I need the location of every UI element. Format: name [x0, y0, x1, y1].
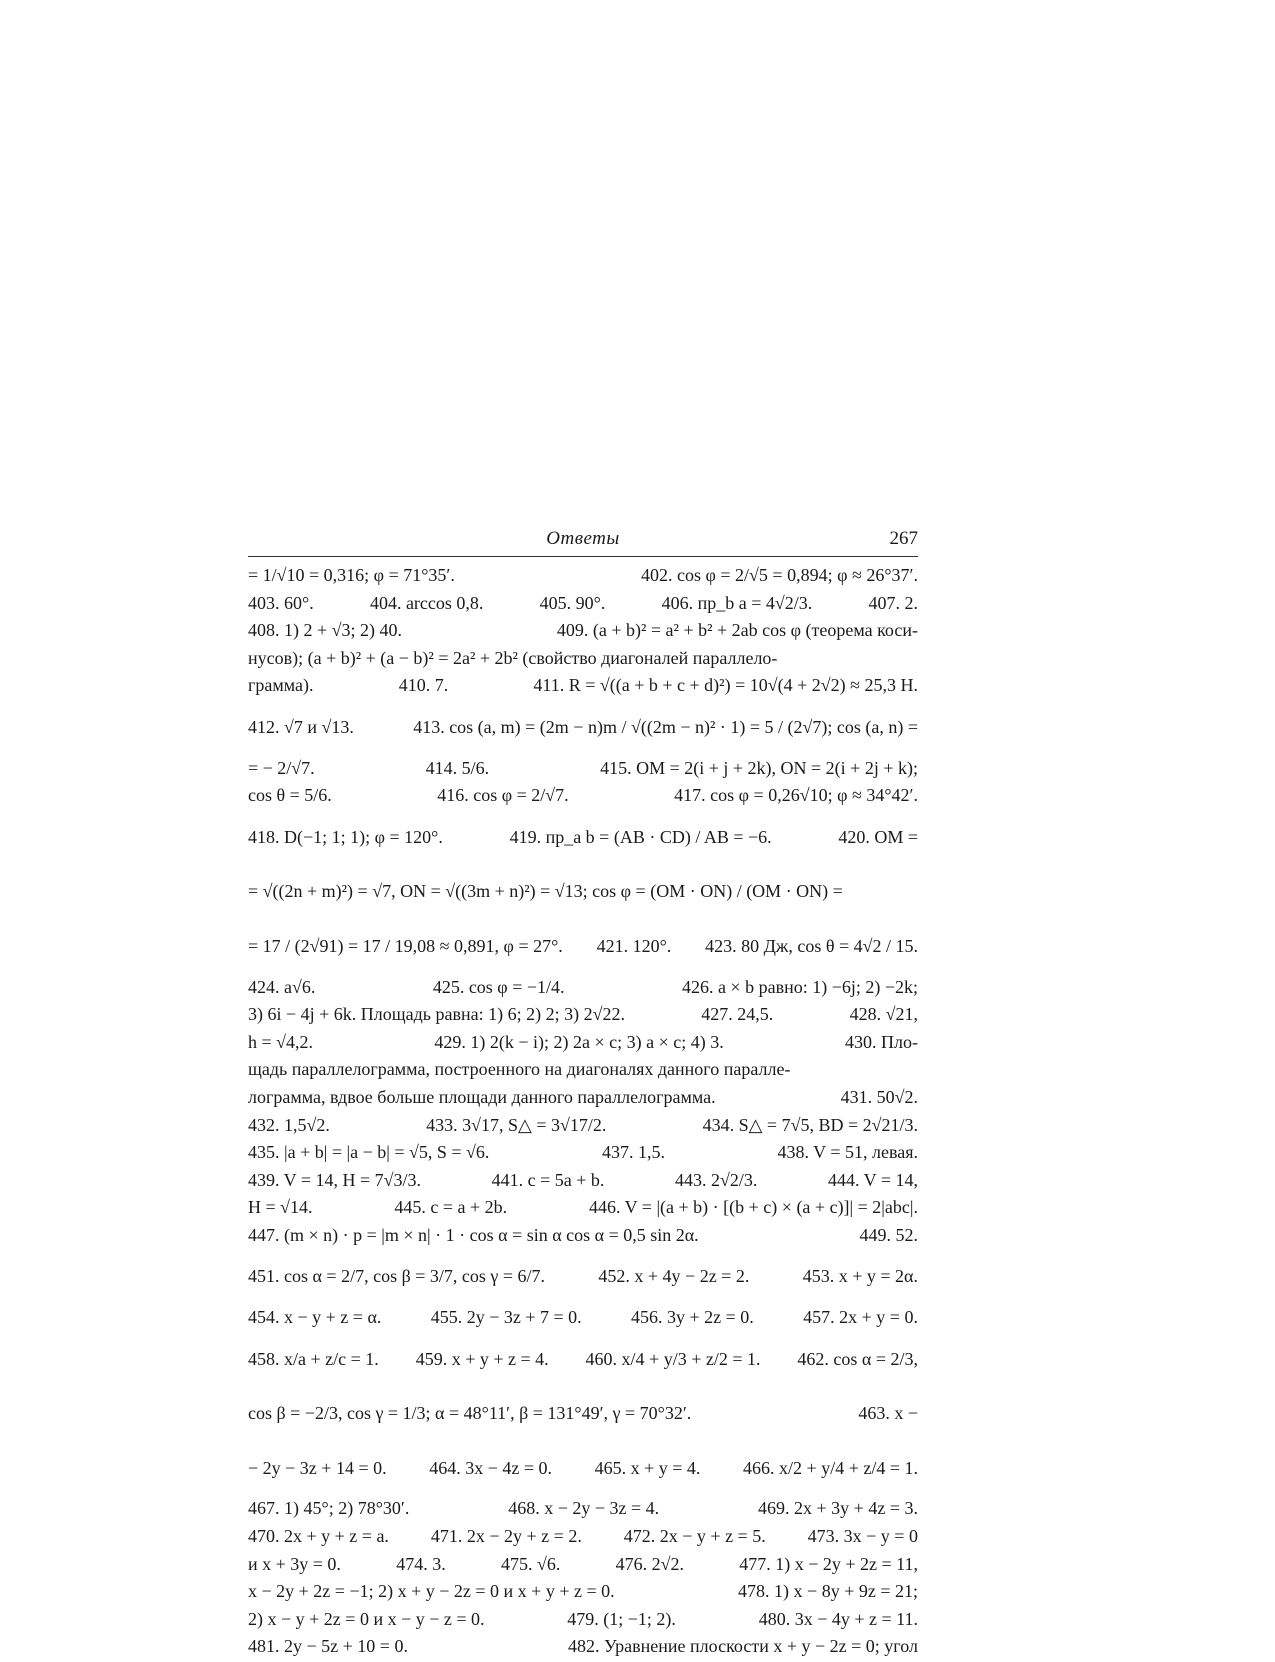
text-line — [248, 1113, 918, 1138]
page — [248, 528, 918, 1662]
answer-segment: 408. 1) 2 + √3; 2) 40. — [248, 620, 403, 641]
answer-segment: 466. x/2 + y/4 + z/4 = 1. — [743, 1457, 918, 1478]
running-header — [248, 528, 918, 557]
answer-segment: 482. Уравнение плоскости x + y − 2z = 0; угол — [568, 1636, 918, 1657]
answer-segment: 430. Пло- — [845, 1031, 918, 1052]
answer-segment: 406. пр_b a = 4√2/3. — [661, 592, 813, 613]
answer-segment: 473. 3x − y = 0 — [807, 1526, 918, 1547]
answer-segment: 446. V = |(a + b) · [(b + c) × (a + c)]| = 2|abc|. — [588, 1197, 918, 1218]
answer-segment: 410. 7. — [398, 675, 449, 696]
answer-segment: 409. (a + b)² = a² + b² + 2ab cos φ (теорема коси- — [556, 620, 918, 641]
answer-segment: и x + 3y = 0. — [248, 1553, 341, 1574]
text-line — [248, 1140, 918, 1165]
answer-segment: 405. 90°. — [539, 592, 606, 613]
text-line — [248, 701, 918, 753]
text-line — [248, 646, 918, 671]
answer-segment: 431. 50√2. — [840, 1086, 918, 1107]
answer-segment: 433. 3√17, S△ = 3√17/2. — [426, 1114, 607, 1135]
answer-segment: 467. 1) 45°; 2) 78°30′. — [248, 1498, 410, 1519]
answer-segment: 456. 3y + 2z = 0. — [631, 1307, 754, 1328]
text-line — [248, 1057, 918, 1082]
text-line — [248, 1085, 918, 1110]
answer-segment: 407. 2. — [868, 592, 918, 613]
answer-segment: cos θ = 5/6. — [248, 785, 332, 806]
answer-segment: 458. x/a + z/c = 1. — [248, 1348, 379, 1369]
text-line — [248, 1002, 918, 1027]
text-line — [248, 1524, 918, 1549]
answer-segment: cos β = −2/3, cos γ = 1/3; α = 48°11′, β = 131°49′, γ = 70°32′. — [248, 1403, 692, 1424]
answer-segment: 477. 1) x − 2y + 2z = 11, — [739, 1553, 918, 1574]
answer-segment: 462. cos α = 2/3, — [797, 1348, 918, 1369]
text-line — [248, 783, 918, 808]
text-line — [248, 1579, 918, 1604]
text-line — [248, 1030, 918, 1055]
answer-segment: 413. cos (a, m) = (2m − n)m / √((2m − n)² · 1) = 5 / (2√7); cos (a, n) = — [413, 716, 918, 737]
text-line — [248, 865, 918, 917]
answer-segment: 459. x + y + z = 4. — [415, 1348, 549, 1369]
answer-segment: 468. x − 2y − 3z = 4. — [508, 1498, 660, 1519]
text-line — [248, 1195, 918, 1220]
answer-segment: 465. x + y = 4. — [594, 1457, 701, 1478]
answer-segment: 419. пр_a b = (AB · CD) / AB = −6. — [509, 826, 772, 847]
answer-segment: 474. 3. — [396, 1553, 446, 1574]
answer-segment: 443. 2√2/3. — [675, 1169, 758, 1190]
answer-segment: x − 2y + 2z = −1; 2) x + y − 2z = 0 и x + y + z = 0. — [248, 1581, 615, 1602]
answer-segment: 424. a√6. — [248, 976, 316, 997]
answer-segment: 437. 1,5. — [601, 1142, 665, 1163]
answer-segment: 454. x − y + z = α. — [248, 1307, 382, 1328]
answer-segment: 469. 2x + 3y + 4z = 3. — [758, 1498, 918, 1519]
answer-segment: 460. x/4 + y/3 + z/2 = 1. — [585, 1348, 761, 1369]
text-line — [248, 1223, 918, 1248]
answer-segment: 418. D(−1; 1; 1); φ = 120°. — [248, 826, 443, 847]
answer-segment: 434. S△ = 7√5, BD = 2√21/3. — [702, 1114, 918, 1135]
answer-segment: 417. cos φ = 0,26√10; φ ≈ 34°42′. — [674, 785, 918, 806]
answer-segment: 479. (1; −1; 2). — [567, 1608, 676, 1629]
text-line — [248, 1634, 918, 1659]
answers-text — [248, 563, 918, 1659]
running-header-title: Ответы — [546, 528, 620, 549]
answer-segment: 429. 1) 2(k − i); 2) 2a × c; 3) a × c; 4) 3. — [434, 1031, 724, 1052]
answer-segment: h = √4,2. — [248, 1031, 314, 1052]
answer-segment: 445. c = a + 2b. — [394, 1197, 508, 1218]
text-line — [248, 1333, 918, 1385]
text-line — [248, 618, 918, 643]
text-line — [248, 563, 918, 588]
answer-segment: 411. R = √((a + b + c + d)²) = 10√(4 + 2√2) ≈ 25,3 Н. — [533, 675, 918, 696]
answer-segment: 447. (m × n) · p = |m × n| · 1 · cos α = sin α cos α = 0,5 sin 2α. — [248, 1224, 699, 1245]
answer-segment: 452. x + 4y − 2z = 2. — [598, 1266, 750, 1287]
answer-segment: 438. V = 51, левая. — [777, 1142, 918, 1163]
answer-segment: 416. cos φ = 2/√7. — [437, 785, 569, 806]
text-line — [248, 975, 918, 1000]
answer-segment: 432. 1,5√2. — [248, 1114, 330, 1135]
answer-segment: 2) x − y + 2z = 0 и x − y − z = 0. — [248, 1608, 485, 1629]
answer-segment: 415. OM = 2(i + j + 2k), ON = 2(i + 2j + k); — [600, 757, 918, 778]
answer-segment: 421. 120°. — [596, 935, 672, 956]
answer-segment: 441. c = 5a + b. — [491, 1169, 605, 1190]
answer-segment: − 2y − 3z + 14 = 0. — [248, 1457, 387, 1478]
answer-segment: 420. OM = — [838, 826, 918, 847]
answer-segment: 464. 3x − 4z = 0. — [429, 1457, 553, 1478]
answer-segment: 451. cos α = 2/7, cos β = 3/7, cos γ = 6/7. — [248, 1266, 545, 1287]
answer-segment: 435. |a + b| = |a − b| = √5, S = √6. — [248, 1142, 490, 1163]
text-line — [248, 1552, 918, 1577]
text-line — [248, 1168, 918, 1193]
answer-segment: H = √14. — [248, 1197, 313, 1218]
answer-segment: 3) 6i − 4j + 6k. Площадь равна: 1) 6; 2) 2; 3) 2√22. — [248, 1004, 625, 1025]
answer-segment: лограмма, вдвое больше площади данного параллелограмма. — [248, 1086, 716, 1107]
page-number: 267 — [889, 528, 918, 549]
answer-segment: = 17 / (2√91) = 17 / 19,08 ≈ 0,891, φ = 27°. — [248, 935, 563, 956]
answer-segment: 412. √7 и √13. — [248, 716, 354, 737]
text-line — [248, 756, 918, 781]
text-line — [248, 591, 918, 616]
answer-segment: 427. 24,5. — [701, 1004, 774, 1025]
answer-segment: 444. V = 14, — [827, 1169, 918, 1190]
answer-segment: 402. cos φ = 2/√5 = 0,894; φ ≈ 26°37′. — [641, 565, 918, 585]
answer-segment: = 1/√10 = 0,316; φ = 71°35′. — [248, 565, 455, 585]
answer-segment: 481. 2y − 5z + 10 = 0. — [248, 1636, 408, 1657]
answer-segment: 463. x − — [858, 1403, 918, 1424]
answer-segment: 453. x + y = 2α. — [802, 1266, 918, 1287]
answer-segment: 403. 60°. — [248, 592, 314, 613]
answer-segment: 480. 3x − 4y + z = 11. — [758, 1608, 918, 1629]
text-line — [248, 1387, 918, 1439]
answer-segment: 476. 2√2. — [615, 1553, 684, 1574]
text-line — [248, 920, 918, 972]
text-line — [248, 673, 918, 698]
answer-segment: 439. V = 14, H = 7√3/3. — [248, 1169, 422, 1190]
answer-segment: щадь параллелограмма, построенного на диагоналях данного паралле- — [248, 1059, 791, 1080]
answer-segment: 404. arccos 0,8. — [369, 592, 484, 613]
text-line — [248, 811, 918, 863]
answer-segment: 449. 52. — [859, 1224, 918, 1245]
answer-segment: 428. √21, — [849, 1004, 918, 1025]
answer-segment: 423. 80 Дж, cos θ = 4√2 / 15. — [705, 935, 918, 956]
answer-segment: = − 2/√7. — [248, 757, 315, 778]
answer-segment: 425. cos φ = −1/4. — [432, 976, 565, 997]
answer-segment: 455. 2y − 3z + 7 = 0. — [430, 1307, 582, 1328]
text-line — [248, 1607, 918, 1632]
text-line — [248, 1442, 918, 1494]
answer-segment: 471. 2x − 2y + z = 2. — [430, 1526, 582, 1547]
answer-segment: нусов); (a + b)² + (a − b)² = 2a² + 2b² (свойство диагоналей параллело- — [248, 647, 778, 668]
answer-segment: 426. a × b равно: 1) −6j; 2) −2k; — [681, 976, 918, 997]
text-line — [248, 1305, 918, 1330]
answer-segment: 475. √6. — [500, 1553, 561, 1574]
answer-segment: грамма). — [248, 675, 314, 696]
answer-segment: 414. 5/6. — [425, 757, 490, 778]
answer-segment: 457. 2x + y = 0. — [803, 1307, 918, 1328]
answer-segment: 478. 1) x − 8y + 9z = 21; — [738, 1581, 918, 1602]
answer-segment: 470. 2x + y + z = a. — [248, 1526, 389, 1547]
answer-segment: 472. 2x − y + z = 5. — [623, 1526, 766, 1547]
text-line — [248, 1496, 918, 1521]
answer-segment: = √((2n + m)²) = √7, ON = √((3m + n)²) = √13; cos φ = (OM · ON) / (OM · ON) = — [248, 881, 843, 902]
text-line — [248, 1250, 918, 1302]
